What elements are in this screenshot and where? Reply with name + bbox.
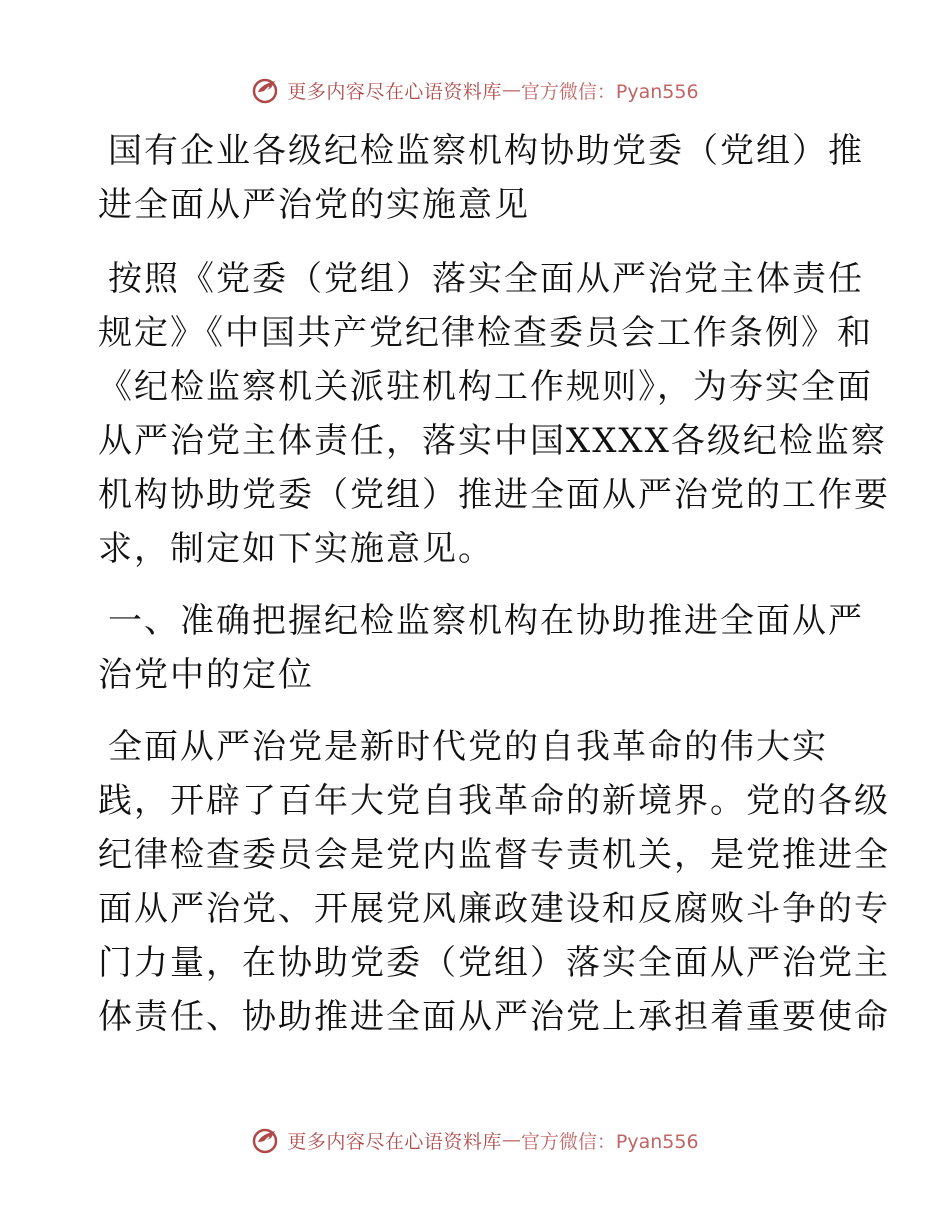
paragraph-1 — [98, 252, 890, 576]
watermark-contact: 官方微信：Pyan556 — [520, 1130, 699, 1153]
heading-line: 一、准确把握纪检监察机构在协助推进全面从严 — [108, 601, 864, 641]
watermark-separator: — — [501, 79, 521, 101]
paragraph-line: 从严治党主体责任，落实中国XXXX各级纪检监察 — [98, 421, 887, 461]
title-line-2: 进全面从严治党的实施意见 — [98, 185, 530, 225]
paragraph-line: 纪律检查委员会是党内监督专责机关，是党推进全 — [98, 835, 890, 875]
pen-logo-icon — [251, 75, 281, 105]
paragraph-line: 全面从严治党是新时代党的自我革命的伟大实 — [108, 727, 828, 767]
paragraph-line: 门力量，在协助党委（党组）落实全面从严治党主 — [98, 943, 890, 983]
paragraph-line: 践，开辟了百年大党自我革命的新境界。党的各级 — [98, 781, 890, 821]
document-title — [98, 124, 864, 232]
paragraph-line: 规定》《中国共产党纪律检查委员会工作条例》和 — [98, 313, 873, 353]
paragraph-line: 体责任、协助推进全面从严治党上承担着重要使命 — [98, 997, 890, 1037]
paragraph-2 — [98, 720, 890, 1044]
watermark-text: 更多内容尽在心语资料库 — [287, 1130, 502, 1153]
footer-watermark — [0, 1123, 950, 1157]
paragraph-line: 机构协助党委（党组）推进全面从严治党的工作要 — [98, 475, 890, 515]
paragraph-line: 求，制定如下实施意见。 — [98, 529, 494, 569]
watermark-text: 更多内容尽在心语资料库 — [287, 80, 502, 103]
document-body — [98, 124, 890, 1044]
header-watermark — [0, 73, 950, 107]
paragraph-line: 《纪检监察机关派驻机构工作规则》，为夯实全面 — [98, 367, 873, 407]
paragraph-line: 按照《党委（党组）落实全面从严治党主体责任 — [108, 259, 864, 299]
paragraph-line: 面从严治党、开展党风廉政建设和反腐败斗争的专 — [98, 889, 890, 929]
watermark-contact: 官方微信：Pyan556 — [520, 80, 699, 103]
heading-line: 治党中的定位 — [98, 655, 314, 695]
section-heading-1 — [98, 594, 864, 702]
watermark-separator: — — [501, 1129, 521, 1151]
pen-logo-icon — [251, 1125, 281, 1155]
title-line-1: 国有企业各级纪检监察机构协助党委（党组）推 — [108, 131, 864, 171]
